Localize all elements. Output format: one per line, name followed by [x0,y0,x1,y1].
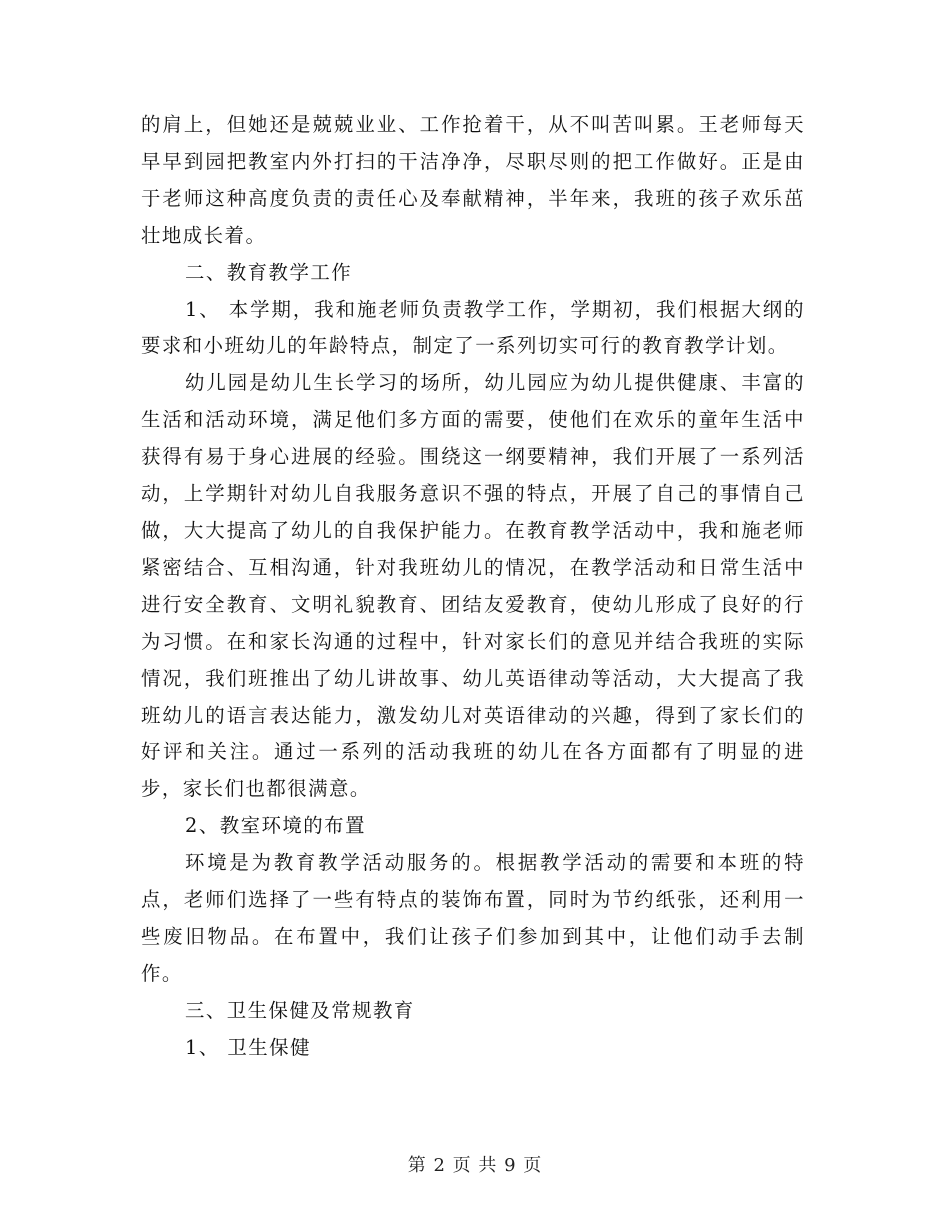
document-body [141,107,805,1067]
page-footer: 第 2 页 共 9 页 [407,1155,543,1176]
paragraph-environment: 环境是为教育教学活动服务的。根据教学活动的需要和本班的特点，老师们选择了一些有特点的装饰布置，同时为节约纸张，还利用一些废旧物品。在布置中，我们让孩子们参加到其中，让他们动手去制作。 [141,851,805,985]
section-heading-hygiene: 三、卫生保健及常规教育 [185,998,415,1022]
section-heading-environment: 2、教室环境的布置 [185,814,366,838]
section-heading-teaching: 二、教育教学工作 [185,260,353,284]
section-heading-health: 1、 卫生保健 [185,1035,311,1059]
paragraph-kindergarten: 幼儿园是幼儿生长学习的场所，幼儿园应为幼儿提供健康、丰富的生活和活动环境，满足他们多方面的需要，使他们在欢乐的童年生活中获得有易于身心进展的经验。围绕这一纲要精神，我们开展了一系列活动，上学期针对幼儿自我服务意识不强的特点，开展了自己的事情自己做，大大提高了幼儿的自我保护能力。在教育教学活动中，我和施老师紧密结合、互相沟通，针对我班幼儿的情况，在教学活动和日常生活中进行安全教育、文明礼貌教育、团结友爱教育，使幼儿形成了良好的行为习惯。在和家长沟通的过程中，针对家长们的意见并结合我班的实际情况，我们班推出了幼儿讲故事、幼儿英语律动等活动，大大提高了我班幼儿的语言表达能力，激发幼儿对英语律动的兴趣，得到了家长们的好评和关注。通过一系列的活动我班的幼儿在各方面都有了明显的进步，家长们也都很满意。 [141,371,805,801]
paragraph-continued: 的肩上，但她还是兢兢业业、工作抢着干，从不叫苦叫累。王老师每天早早到园把教室内外打扫的干洁净净，尽职尽则的把工作做好。正是由于老师这种高度负责的责任心及奉献精神，半年来，我班的孩子欢乐茁壮地成长着。 [141,113,805,247]
paragraph-teaching-plan: 1、 本学期，我和施老师负责教学工作，学期初，我们根据大纲的要求和小班幼儿的年龄特点，制定了一系列切实可行的教育教学计划。 [141,297,805,358]
